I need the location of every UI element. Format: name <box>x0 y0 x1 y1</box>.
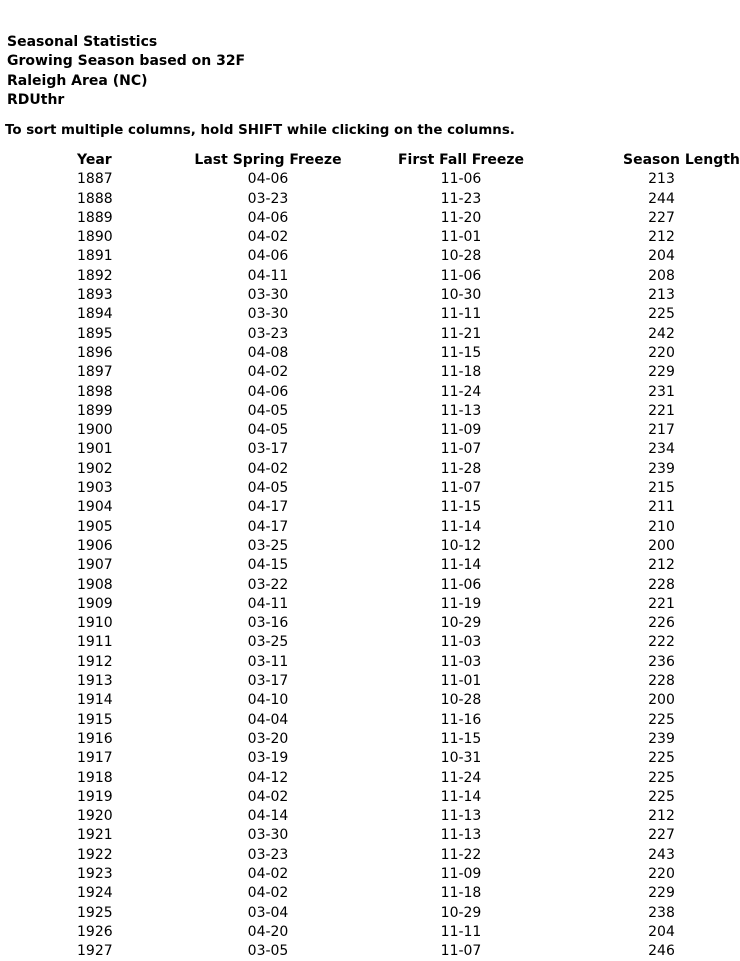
cell-last-spring-freeze: 04-10 <box>247 692 289 709</box>
cell-season-length: 200 <box>648 692 675 709</box>
cell-season-length: 213 <box>648 287 675 304</box>
cell-year: 1907 <box>77 557 113 574</box>
cell-last-spring-freeze: 03-23 <box>247 190 289 207</box>
cell-year: 1887 <box>77 171 113 188</box>
cell-first-fall-freeze: 11-13 <box>440 808 482 825</box>
cell-first-fall-freeze: 11-01 <box>440 229 482 246</box>
table-header-row <box>0 151 700 170</box>
cell-first-fall-freeze: 11-01 <box>440 673 482 690</box>
table-row <box>0 749 700 768</box>
table-row <box>0 209 700 228</box>
cell-season-length: 211 <box>648 499 675 516</box>
cell-season-length: 226 <box>648 615 675 632</box>
table-row <box>0 402 700 421</box>
cell-first-fall-freeze: 10-30 <box>440 287 482 304</box>
cell-season-length: 213 <box>648 171 675 188</box>
table-row <box>0 267 700 286</box>
table-row <box>0 556 700 575</box>
cell-year: 1913 <box>77 673 113 690</box>
cell-first-fall-freeze: 10-31 <box>440 750 482 767</box>
cell-first-fall-freeze: 10-12 <box>440 537 482 554</box>
cell-season-length: 228 <box>648 673 675 690</box>
cell-first-fall-freeze: 11-19 <box>440 595 482 612</box>
cell-year: 1905 <box>77 518 113 535</box>
cell-year: 1906 <box>77 537 113 554</box>
cell-year: 1923 <box>77 865 113 882</box>
cell-year: 1914 <box>77 692 113 709</box>
cell-season-length: 238 <box>648 904 675 921</box>
growing-season-table <box>0 151 740 961</box>
cell-season-length: 221 <box>648 595 675 612</box>
table-row <box>0 518 700 537</box>
cell-last-spring-freeze: 04-14 <box>247 808 289 825</box>
cell-last-spring-freeze: 04-02 <box>247 885 289 902</box>
column-header-season-length[interactable]: Season Length <box>623 152 740 168</box>
cell-last-spring-freeze: 04-12 <box>247 769 289 786</box>
report-header <box>7 33 245 110</box>
table-row <box>0 286 700 305</box>
cell-year: 1902 <box>77 460 113 477</box>
cell-season-length: 221 <box>648 402 675 419</box>
table-row <box>0 305 700 324</box>
cell-year: 1904 <box>77 499 113 516</box>
cell-first-fall-freeze: 11-24 <box>440 769 482 786</box>
table-row <box>0 633 700 652</box>
table-row <box>0 653 700 672</box>
cell-first-fall-freeze: 10-28 <box>440 692 482 709</box>
cell-first-fall-freeze: 11-28 <box>440 460 482 477</box>
cell-last-spring-freeze: 04-06 <box>247 248 289 265</box>
cell-first-fall-freeze: 11-09 <box>440 865 482 882</box>
report-location: Raleigh Area (NC) <box>7 72 148 89</box>
cell-season-length: 243 <box>648 846 675 863</box>
cell-season-length: 204 <box>648 923 675 940</box>
cell-year: 1898 <box>77 383 113 400</box>
cell-first-fall-freeze: 10-29 <box>440 615 482 632</box>
cell-last-spring-freeze: 04-20 <box>247 923 289 940</box>
cell-first-fall-freeze: 11-11 <box>440 923 482 940</box>
cell-season-length: 244 <box>648 190 675 207</box>
cell-first-fall-freeze: 11-15 <box>440 499 482 516</box>
cell-last-spring-freeze: 04-11 <box>247 595 289 612</box>
column-header-year[interactable]: Year <box>77 152 112 168</box>
cell-year: 1895 <box>77 325 113 342</box>
cell-last-spring-freeze: 04-02 <box>247 364 289 381</box>
column-header-first-fall-freeze[interactable]: First Fall Freeze <box>397 152 525 168</box>
cell-season-length: 225 <box>648 769 675 786</box>
cell-year: 1922 <box>77 846 113 863</box>
cell-last-spring-freeze: 04-11 <box>247 267 289 284</box>
cell-first-fall-freeze: 11-03 <box>440 634 482 651</box>
cell-year: 1917 <box>77 750 113 767</box>
cell-year: 1892 <box>77 267 113 284</box>
cell-first-fall-freeze: 11-14 <box>440 518 482 535</box>
cell-last-spring-freeze: 03-17 <box>247 441 289 458</box>
cell-year: 1900 <box>77 422 113 439</box>
cell-first-fall-freeze: 11-06 <box>440 171 482 188</box>
cell-season-length: 239 <box>648 730 675 747</box>
cell-last-spring-freeze: 03-16 <box>247 615 289 632</box>
table-row <box>0 537 700 556</box>
table-row <box>0 769 700 788</box>
cell-season-length: 242 <box>648 325 675 342</box>
table-row <box>0 421 700 440</box>
cell-last-spring-freeze: 04-05 <box>247 480 289 497</box>
cell-season-length: 212 <box>648 557 675 574</box>
cell-year: 1893 <box>77 287 113 304</box>
cell-season-length: 225 <box>648 711 675 728</box>
cell-first-fall-freeze: 11-22 <box>440 846 482 863</box>
cell-last-spring-freeze: 03-23 <box>247 325 289 342</box>
cell-first-fall-freeze: 11-03 <box>440 653 482 670</box>
cell-year: 1891 <box>77 248 113 265</box>
report-station: RDUthr <box>7 91 65 108</box>
table-row <box>0 383 700 402</box>
cell-year: 1925 <box>77 904 113 921</box>
table-row <box>0 807 700 826</box>
cell-first-fall-freeze: 11-07 <box>440 480 482 497</box>
cell-year: 1897 <box>77 364 113 381</box>
cell-first-fall-freeze: 11-23 <box>440 190 482 207</box>
table-row <box>0 479 700 498</box>
cell-season-length: 231 <box>648 383 675 400</box>
cell-last-spring-freeze: 04-17 <box>247 499 289 516</box>
cell-year: 1911 <box>77 634 113 651</box>
cell-first-fall-freeze: 11-09 <box>440 422 482 439</box>
cell-year: 1918 <box>77 769 113 786</box>
cell-year: 1924 <box>77 885 113 902</box>
cell-year: 1926 <box>77 923 113 940</box>
cell-last-spring-freeze: 03-30 <box>247 306 289 323</box>
cell-season-length: 222 <box>648 634 675 651</box>
cell-year: 1920 <box>77 808 113 825</box>
cell-first-fall-freeze: 11-13 <box>440 827 482 844</box>
table-row <box>0 730 700 749</box>
cell-season-length: 227 <box>648 209 675 226</box>
cell-last-spring-freeze: 04-06 <box>247 209 289 226</box>
cell-season-length: 227 <box>648 827 675 844</box>
cell-last-spring-freeze: 04-06 <box>247 171 289 188</box>
cell-last-spring-freeze: 04-02 <box>247 788 289 805</box>
table-row <box>0 190 700 209</box>
cell-year: 1896 <box>77 344 113 361</box>
cell-first-fall-freeze: 11-06 <box>440 267 482 284</box>
cell-last-spring-freeze: 03-25 <box>247 537 289 554</box>
cell-first-fall-freeze: 11-21 <box>440 325 482 342</box>
cell-first-fall-freeze: 11-15 <box>440 730 482 747</box>
cell-season-length: 208 <box>648 267 675 284</box>
cell-season-length: 217 <box>648 422 675 439</box>
cell-last-spring-freeze: 04-02 <box>247 460 289 477</box>
table-row <box>0 846 700 865</box>
cell-first-fall-freeze: 11-24 <box>440 383 482 400</box>
sort-instruction: To sort multiple columns, hold SHIFT while clicking on the columns. <box>5 123 515 138</box>
cell-last-spring-freeze: 04-04 <box>247 711 289 728</box>
cell-year: 1910 <box>77 615 113 632</box>
table-row <box>0 904 700 923</box>
table-row <box>0 865 700 884</box>
cell-first-fall-freeze: 11-07 <box>440 943 482 960</box>
cell-season-length: 210 <box>648 518 675 535</box>
cell-year: 1894 <box>77 306 113 323</box>
cell-last-spring-freeze: 03-22 <box>247 576 289 593</box>
cell-first-fall-freeze: 11-15 <box>440 344 482 361</box>
cell-last-spring-freeze: 04-02 <box>247 865 289 882</box>
table-row <box>0 942 700 961</box>
cell-season-length: 225 <box>648 750 675 767</box>
cell-season-length: 215 <box>648 480 675 497</box>
table-row <box>0 923 700 942</box>
table-row <box>0 614 700 633</box>
cell-season-length: 229 <box>648 885 675 902</box>
cell-season-length: 212 <box>648 808 675 825</box>
cell-season-length: 246 <box>648 943 675 960</box>
cell-last-spring-freeze: 03-17 <box>247 673 289 690</box>
cell-year: 1890 <box>77 229 113 246</box>
cell-last-spring-freeze: 03-23 <box>247 846 289 863</box>
cell-season-length: 212 <box>648 229 675 246</box>
cell-last-spring-freeze: 04-05 <box>247 402 289 419</box>
cell-season-length: 239 <box>648 460 675 477</box>
table-row <box>0 576 700 595</box>
table-row <box>0 691 700 710</box>
cell-year: 1899 <box>77 402 113 419</box>
cell-first-fall-freeze: 11-18 <box>440 364 482 381</box>
cell-first-fall-freeze: 10-28 <box>440 248 482 265</box>
cell-first-fall-freeze: 10-29 <box>440 904 482 921</box>
cell-year: 1915 <box>77 711 113 728</box>
cell-first-fall-freeze: 11-14 <box>440 557 482 574</box>
cell-year: 1908 <box>77 576 113 593</box>
report-subtitle: Growing Season based on 32F <box>7 53 246 70</box>
cell-year: 1919 <box>77 788 113 805</box>
cell-last-spring-freeze: 04-17 <box>247 518 289 535</box>
cell-year: 1912 <box>77 653 113 670</box>
cell-last-spring-freeze: 04-08 <box>247 344 289 361</box>
table-row <box>0 460 700 479</box>
column-header-last-spring-freeze[interactable]: Last Spring Freeze <box>194 152 342 168</box>
cell-year: 1927 <box>77 943 113 960</box>
cell-first-fall-freeze: 11-11 <box>440 306 482 323</box>
table-row <box>0 228 700 247</box>
cell-last-spring-freeze: 04-02 <box>247 229 289 246</box>
table-row <box>0 170 700 189</box>
table-row <box>0 672 700 691</box>
cell-season-length: 229 <box>648 364 675 381</box>
cell-last-spring-freeze: 03-30 <box>247 827 289 844</box>
cell-season-length: 204 <box>648 248 675 265</box>
cell-year: 1889 <box>77 209 113 226</box>
cell-first-fall-freeze: 11-14 <box>440 788 482 805</box>
cell-last-spring-freeze: 04-05 <box>247 422 289 439</box>
cell-season-length: 225 <box>648 306 675 323</box>
cell-first-fall-freeze: 11-06 <box>440 576 482 593</box>
table-row <box>0 826 700 845</box>
cell-last-spring-freeze: 03-30 <box>247 287 289 304</box>
cell-season-length: 234 <box>648 441 675 458</box>
table-row <box>0 440 700 459</box>
table-row <box>0 247 700 266</box>
table-row <box>0 344 700 363</box>
cell-last-spring-freeze: 03-04 <box>247 904 289 921</box>
cell-year: 1916 <box>77 730 113 747</box>
cell-season-length: 220 <box>648 344 675 361</box>
table-row <box>0 788 700 807</box>
cell-season-length: 200 <box>648 537 675 554</box>
table-row <box>0 325 700 344</box>
cell-last-spring-freeze: 03-20 <box>247 730 289 747</box>
table-row <box>0 884 700 903</box>
cell-last-spring-freeze: 04-15 <box>247 557 289 574</box>
table-row <box>0 363 700 382</box>
cell-year: 1903 <box>77 480 113 497</box>
cell-last-spring-freeze: 04-06 <box>247 383 289 400</box>
cell-season-length: 220 <box>648 865 675 882</box>
cell-season-length: 228 <box>648 576 675 593</box>
cell-year: 1888 <box>77 190 113 207</box>
cell-year: 1909 <box>77 595 113 612</box>
cell-first-fall-freeze: 11-16 <box>440 711 482 728</box>
cell-first-fall-freeze: 11-20 <box>440 209 482 226</box>
cell-season-length: 236 <box>648 653 675 670</box>
cell-year: 1901 <box>77 441 113 458</box>
report-title: Seasonal Statistics <box>7 34 158 50</box>
cell-season-length: 225 <box>648 788 675 805</box>
cell-first-fall-freeze: 11-07 <box>440 441 482 458</box>
cell-first-fall-freeze: 11-13 <box>440 402 482 419</box>
table-row <box>0 595 700 614</box>
cell-last-spring-freeze: 03-11 <box>247 653 289 670</box>
cell-last-spring-freeze: 03-25 <box>247 634 289 651</box>
cell-last-spring-freeze: 03-05 <box>247 943 289 960</box>
cell-last-spring-freeze: 03-19 <box>247 750 289 767</box>
cell-year: 1921 <box>77 827 113 844</box>
table-row <box>0 711 700 730</box>
cell-first-fall-freeze: 11-18 <box>440 885 482 902</box>
table-row <box>0 498 700 517</box>
